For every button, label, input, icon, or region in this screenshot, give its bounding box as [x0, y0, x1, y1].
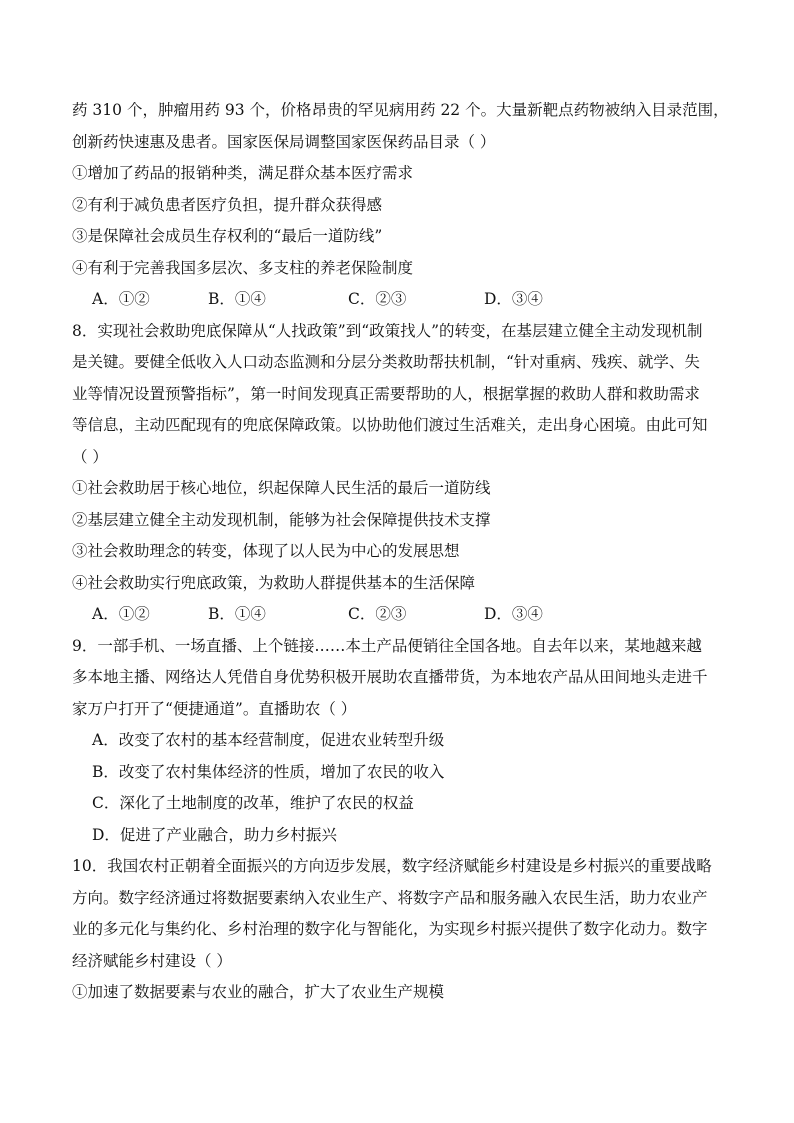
- question-stem-line: 方向。数字经济通过将数据要素纳入农业生产、将数字产品和服务融入农民生活，助力农业产: [72, 888, 708, 907]
- question-10: [72, 851, 724, 1009]
- option-d[interactable]: D．③④: [484, 290, 543, 308]
- option-d[interactable]: D．③④: [484, 605, 543, 623]
- option-a[interactable]: A．①②: [92, 290, 150, 308]
- question-stem-line: 等信息，主动匹配现有的兜底保障政策。以协助他们渡过生活难关，走出身心困境。由此可知: [72, 416, 708, 434]
- option-d[interactable]: D．促进了产业融合，助力乡村振兴: [92, 825, 337, 844]
- question-stem-line: 经济赋能乡村建设（ ）: [72, 951, 232, 970]
- question-stem-line: 10．我国农村正朝着全面振兴的方向迈步发展，数字经济赋能乡村建设是乡村振兴的重要战略: [72, 857, 712, 875]
- statement-1: ①增加了药品的报销种类，满足群众基本医疗需求: [72, 164, 414, 182]
- exam-page: [72, 95, 729, 1009]
- question-stem-line: 8．实现社会救助兜底保障从“人找政策”到“政策找人”的转变，在基层建立健全主动发现机制: [72, 321, 703, 340]
- question-stem-line: 业的多元化与集约化、乡村治理的数字化与智能化，为实现乡村振兴提供了数字化动力。数字: [72, 920, 708, 938]
- option-c[interactable]: C．②③: [348, 605, 407, 623]
- statement-3: ③是保障社会成员生存权利的“最后一道防线”: [72, 227, 383, 245]
- answer-options: [72, 599, 724, 631]
- statement-4: ④有利于完善我国多层次、多支柱的养老保险制度: [72, 258, 414, 277]
- option-b[interactable]: B．①④: [208, 605, 266, 623]
- question-stem-line: 创新药快速惠及患者。国家医保局调整国家医保药品目录（ ）: [72, 132, 496, 151]
- question-9: [72, 631, 724, 852]
- question-8: [72, 316, 724, 631]
- question-stem-line: 是关键。要健全低收入人口动态监测和分层分类救助帮扶机制，“针对重病、残疾、就学、失: [72, 353, 700, 371]
- option-b[interactable]: B．①④: [208, 290, 266, 308]
- option-a[interactable]: A．①②: [92, 605, 150, 623]
- statement-1: ①加速了数据要素与农业的融合，扩大了农业生产规模: [72, 983, 445, 1001]
- answer-blank: （ ）: [72, 447, 108, 466]
- option-b[interactable]: B．改变了农村集体经济的性质，增加了农民的收入: [92, 762, 445, 781]
- question-stem-line: 药 310 个，肿瘤用药 93 个，价格昂贵的罕见病用药 22 个。大量新靶点药物被纳入目录范围，: [72, 101, 729, 119]
- answer-options: [72, 284, 724, 316]
- statement-4: ④社会救助实行兜底政策，为救助人群提供基本的生活保障: [72, 573, 476, 592]
- option-a[interactable]: A．改变了农村的基本经营制度，促进农业转型升级: [92, 731, 445, 749]
- question-stem-line: 业等情况设置预警指标”，第一时间发现真正需要帮助的人，根据掌握的救助人群和救助需求: [72, 384, 700, 403]
- option-c[interactable]: C．深化了土地制度的改革，维护了农民的权益: [92, 794, 414, 812]
- question-stem-line: 家万户打开了“便捷通道”。直播助农（ ）: [72, 699, 357, 718]
- question-stem-line: 多本地主播、网络达人凭借自身优势积极开展助农直播带货，为本地农产品从田间地头走进千: [72, 668, 708, 686]
- statement-2: ②有利于减负患者医疗负担，提升群众获得感: [72, 195, 383, 214]
- question-stem-line: 9．一部手机、一场直播、上个链接……本土产品便销往全国各地。自去年以来，某地越来越: [72, 636, 702, 655]
- option-c[interactable]: C．②③: [348, 290, 407, 308]
- statement-3: ③社会救助理念的转变，体现了以人民为中心的发展思想: [72, 542, 460, 560]
- question-7: [72, 95, 729, 316]
- statement-2: ②基层建立健全主动发现机制，能够为社会保障提供技术支撑: [72, 510, 491, 529]
- statement-1: ①社会救助居于核心地位，织起保障人民生活的最后一道防线: [72, 479, 491, 497]
